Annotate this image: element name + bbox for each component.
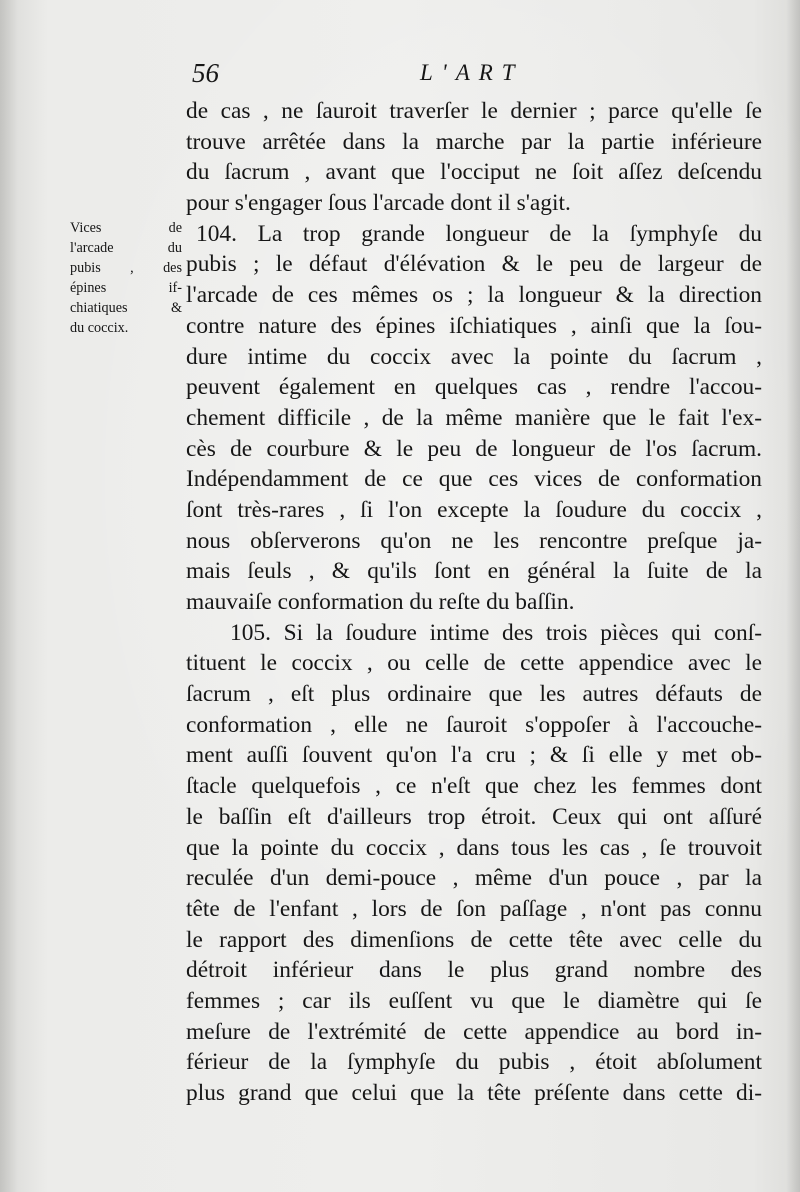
margin-note-line: du coccix.: [70, 320, 129, 336]
text-line: conformation , elle ne ſauroit s'oppoſer à l'accouche-: [186, 711, 762, 738]
text-line: ſacrum , eſt plus ordinaire que les autres défauts de: [186, 681, 762, 708]
show-through-line: [72, 448, 170, 468]
text-line: mauvaiſe conformation du reſte du baſſin.: [186, 589, 575, 615]
show-through-line: [72, 488, 170, 508]
margin-note-line: Vices de: [70, 220, 182, 236]
text-line: plus grand que celui que la tête préſente dans cette di-: [186, 1080, 762, 1106]
text-line: contre nature des épines iſchiatiques , ainſi que la ſou-: [186, 312, 762, 339]
body-text: [186, 96, 762, 1109]
page-gutter-shadow: [0, 0, 18, 1192]
text-line: que la pointe du coccix , dans tous les cas , ſe trouvoit: [186, 834, 762, 861]
running-title: L'ART: [420, 60, 524, 85]
text-line: femmes ; car ils euſſent vu que le diamètre qui ſe: [186, 987, 762, 1014]
text-line: ſont très-rares , ſi l'on excepte la ſoudure du coccix ,: [186, 496, 762, 523]
text-line: tituent le coccix , ou celle de cette appendice avec le: [186, 650, 762, 677]
text-line: meſure de l'extrémité de cette appendice au bord in-: [186, 1018, 762, 1045]
margin-note-line: épines if-: [70, 280, 182, 296]
page-edge-shadow: [786, 0, 800, 1192]
margin-note-line: chiatiques &: [70, 300, 182, 316]
text-line: férieur de la ſymphyſe du pubis , étoit abſolument: [186, 1049, 762, 1076]
text-line: ſtacle quelquefois , ce n'eſt que chez les femmes dont: [186, 773, 762, 800]
page-number: 56: [192, 58, 219, 88]
margin-note-line: l'arcade du: [70, 240, 182, 256]
text-line: le baſſin eſt d'ailleurs trop étroit. Ceux qui ont aſſuré: [186, 803, 762, 830]
text-line: de cas , ne ſauroit traverſer le dernier ; parce qu'elle ſe: [186, 98, 762, 124]
margin-note-line: pubis , des: [70, 260, 182, 276]
text-line: détroit inférieur dans le plus grand nombre des: [186, 957, 762, 984]
text-line: pubis ; le défaut d'élévation & le peu de largeur de: [186, 251, 762, 278]
text-line: cès de courbure & le peu de longueur de l'os ſacrum.: [186, 435, 762, 462]
text-line: l'arcade de ces mêmes os ; la longueur & la direction: [186, 282, 762, 309]
text-line: peuvent également en quelques cas , rendre l'accou-: [186, 374, 762, 401]
margin-note: [70, 218, 182, 338]
paragraph-104-start: 104. La trop grande longueur de la ſymphyſe du: [196, 220, 762, 247]
text-line: Indépendamment de ce que ces vices de conformation: [186, 466, 762, 493]
text-line: pour s'engager ſous l'arcade dont il s'agit.: [186, 190, 571, 217]
text-line: du ſacrum , avant que l'occiput ne ſoit aſſez deſcendu: [186, 159, 762, 186]
text-line: le rapport des dimenſions de cette tête avec celle du: [186, 926, 762, 953]
text-line: tête de l'enfant , lors de ſon paſſage , n'ont pas connu: [186, 895, 762, 922]
text-line: ment auſſi ſouvent qu'on l'a cru ; & ſi elle y met ob-: [186, 742, 762, 769]
text-line: trouve arrêtée dans la marche par la partie inférieure: [186, 128, 762, 155]
page-header: [0, 58, 800, 94]
paragraph-105-start: 105. Si la ſoudure intime des trois pièces qui conſ-: [230, 619, 762, 646]
show-through-margin-note: [72, 448, 170, 508]
text-line: dure intime du coccix avec la pointe du ſacrum ,: [186, 343, 762, 370]
text-line: chement difficile , de la même manière que le fait l'ex-: [186, 404, 762, 431]
text-line: reculée d'un demi-pouce , même d'un pouce , par la: [186, 865, 762, 892]
text-line: nous obſerverons qu'on ne les rencontre preſque ja-: [186, 527, 762, 554]
show-through-line: [72, 468, 170, 488]
text-line: mais ſeuls , & qu'ils ſont en général la ſuite de la: [186, 558, 762, 585]
